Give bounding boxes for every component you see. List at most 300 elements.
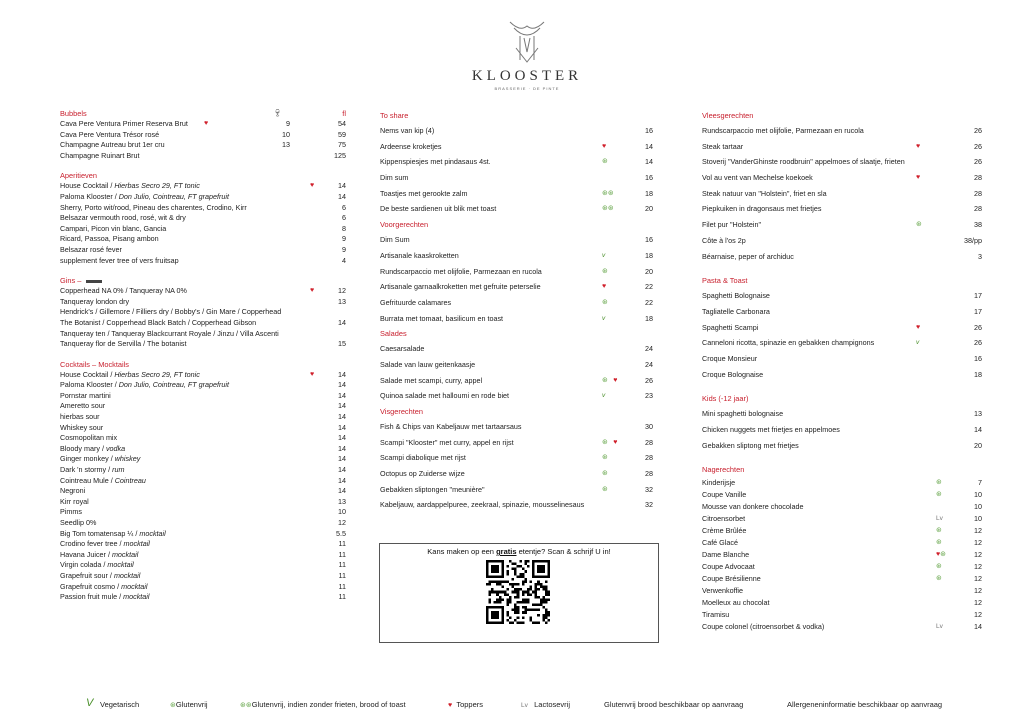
gluten-free-icon: ⊛ [602,438,608,446]
menu-item-name: Champagne Autreau brut 1er cru [60,140,165,150]
menu-item-name: hierbas sour [60,412,100,422]
menu-item [380,388,653,404]
menu-item-name: Kirr royal [60,496,89,506]
heart-icon: ♥ [613,376,618,384]
menu-item-price: 38 [974,220,982,230]
menu-item-name: Nems van kip (4) [380,126,435,135]
menu-item-name: Bloody mary / vodka [60,443,126,453]
menu-item-price: 14 [338,369,346,379]
menu-item-price: 18 [645,188,653,198]
menu-item [60,140,346,151]
menu-item [60,297,346,308]
menu-item-price: 16 [974,353,982,363]
menu-item [380,154,653,170]
brand-name: KLOOSTER [471,68,583,84]
legend-toppers: ♥ Toppers [448,700,484,709]
menu-item [702,170,982,186]
menu-item-price: 14 [338,380,346,390]
menu-item [60,329,346,340]
section-bubbels: Bubbels 🍷︎ fl [60,109,346,118]
menu-item [380,466,653,482]
menu-item [702,438,982,454]
heart-icon: ♥ [602,283,607,291]
gluten-free-icon: ⊛ [602,376,608,384]
monastery-logo-icon [504,18,550,66]
menu-item [60,560,346,571]
menu-item [702,233,982,249]
menu-item-name: Quinoa salade met halloumi en rode biet [380,391,510,401]
menu-item-name: Citroensorbet [702,514,746,524]
menu-item-price: 12 [974,610,982,620]
menu-item-name: Filet pur "Holstein" [702,220,762,230]
menu-item [702,201,982,217]
menu-item [380,295,653,311]
gluten-free-icon: ⊛ [602,298,608,306]
menu-item [380,435,653,451]
menu-item-price: 26 [974,126,982,135]
heart-icon: ♥ [916,174,921,182]
menu-item [702,525,982,537]
menu-item-price: 14 [338,486,346,496]
menu-item-name: Steak tartaar [702,141,744,151]
menu-item-price: 14 [338,433,346,443]
legend-glutenvrij-conditional: ⊛⊛Glutenvrij, indien zonder frieten, brood of toast [240,700,406,709]
gluten-free-icon: ⊛ [936,539,942,547]
menu-item-name: Hendrick's / Gillemore / Filliers dry / Bobby's / Gin Mare / Copperhead [60,307,282,317]
menu-item-name: Tanqueray ten / Tanqueray Blackcurrant Royale / Jinzu / Villa Ascenti [60,328,279,338]
menu-item [60,318,346,329]
menu-item [702,406,982,422]
section-pasta: Pasta & Toast [702,276,748,286]
menu-item-price: 5.5 [336,528,346,538]
menu-item-price: 16 [645,173,653,183]
vegetarian-icon: v [602,392,606,400]
menu-item [60,582,346,593]
menu-item [60,465,346,476]
menu-item-price: 26 [974,141,982,151]
menu-item [60,370,346,381]
menu-item [380,450,653,466]
menu-item-name: Caesarsalade [380,344,425,354]
menu-item-price: 12 [338,518,346,527]
menu-item-price: 14 [645,141,653,151]
menu-item [380,357,653,373]
menu-item [60,192,346,203]
heart-icon: ♥ [916,142,921,150]
menu-item [60,550,346,561]
menu-item-name: Coupe Brésilienne [702,574,761,584]
menu-item-name: Croque Bolognaise [702,369,764,379]
menu-item-name: Ameretto sour [60,401,106,411]
menu-item [702,597,982,609]
section-aperitieven: Aperitieven [60,171,97,181]
menu-item-name: Rundscarpaccio met olijfolie, Parmezaan en rucola [380,266,542,276]
menu-item-name: Steak natuur van "Holstein", friet en sla [702,188,827,198]
vegetarian-icon: V [86,697,94,709]
menu-item-name: Negroni [60,486,86,496]
menu-item [702,489,982,501]
menu-item-name: Burrata met tomaat, basilicum en toast [380,313,504,323]
menu-item-price: 26 [974,322,982,332]
section-kids: Kids (-12 jaar) [702,394,749,404]
menu-item-price: 11 [338,570,346,580]
menu-item-name: Moelleux au chocolat [702,598,770,608]
menu-item-price: 14 [974,425,982,434]
menu-item-name: Pornstar martini [60,390,111,400]
menu-item [380,264,653,280]
menu-item [60,391,346,402]
menu-item-name: Cava Pere Ventura Trésor rosé [60,129,160,139]
section-nagerechten: Nagerechten [702,465,745,475]
menu-item-name: Paloma Klooster / Don Julio, Cointreau, FT grapefruit [60,191,229,201]
section-visgerechten: Visgerechten [380,407,424,416]
menu-item [702,367,982,383]
menu-item-price: 12 [974,586,982,596]
menu-item-name: Sherry, Porto wit/rood, Pineau des charentes, Crodino, Kirr [60,202,247,212]
menu-item-price: 12 [338,286,346,296]
heart-icon: ♥ [204,120,209,127]
menu-item-name: Cointreau Mule / Cointreau [60,475,146,485]
menu-item-name: Seedlip 0% [60,518,97,527]
legend-bar [0,697,1024,716]
menu-item-price: 10 [974,490,982,500]
menu-item [60,380,346,391]
menu-item-price: 30 [645,422,653,431]
vegetarian-icon: v [602,251,606,259]
menu-item-name: Havana Juicer / mocktail [60,549,139,559]
section-gins: Gins – [60,275,346,286]
menu-item [60,518,346,529]
heart-icon: ♥ [310,182,315,190]
menu-item-name: Tanqueray flor de Servilla / The botanist [60,339,187,349]
menu-item-price: 14 [338,181,346,191]
menu-item-price: 22 [645,282,653,292]
menu-item-price: 20 [645,204,653,214]
menu-item-price: 3 [978,251,982,261]
menu-item-price: 14 [338,401,346,411]
lactose-free-icon: Lv [936,623,943,631]
menu-item-price: 11 [338,549,346,559]
menu-item-price: 18 [645,313,653,323]
menu-item-name: Grapefruit sour / mocktail [60,570,141,580]
menu-item [60,234,346,245]
menu-item-price: 59 [338,129,346,139]
tanqueray-logo-icon [86,280,102,283]
menu-item-name: Belsazar rosé fever [60,244,122,254]
menu-item [702,154,982,170]
menu-item [60,213,346,224]
heart-icon: ♥ [613,438,618,446]
menu-item-price: 13 [338,296,346,306]
menu-item [702,304,982,320]
gluten-free-icon: ⊛ [602,158,608,166]
menu-item-price: 23 [645,391,653,401]
menu-item-name: Kippenspiesjes met pindasaus 4st. [380,157,491,167]
menu-item-name: Artisanale garnaalkroketten met gefruite peterselie [380,282,541,292]
menu-item-price: 16 [645,235,653,245]
menu-item-price: 14 [338,390,346,400]
menu-item-name: Champagne Ruinart Brut [60,150,140,160]
menu-item-price: 20 [645,266,653,276]
section-salades: Salades [380,329,407,339]
menu-item-price: 12 [974,526,982,536]
menu-item-price: 12 [974,538,982,548]
menu-item-price: 28 [645,437,653,447]
menu-item [702,561,982,573]
menu-item-price: 12 [974,598,982,608]
heart-icon: ♥ [916,323,921,331]
menu-item-name: Dame Blanche [702,550,750,560]
menu-item-price: 17 [974,306,982,316]
menu-item-name: Croque Monsieur [702,353,758,363]
menu-item-name: Spaghetti Bolognaise [702,291,770,301]
menu-item-price: 28 [974,188,982,198]
heart-icon: ♥ [448,702,453,709]
menu-item [702,422,982,438]
menu-item [60,203,346,214]
menu-item-price: 6 [342,213,346,223]
menu-item-name: Whiskey sour [60,422,104,432]
menu-item-name: Pimms [60,507,82,517]
menu-item-price: 12 [974,574,982,584]
vegetarian-icon: v [602,314,606,322]
menu-item-name: Béarnaise, peper of archiduc [702,251,794,261]
menu-item [702,537,982,549]
gluten-free-icon: ⊛ [170,702,176,709]
menu-item [380,341,653,357]
menu-item [380,311,653,327]
menu-item-price: 32 [645,500,653,510]
menu-item-price: 11 [338,581,346,591]
menu-item-name: Coupe Vanille [702,490,747,500]
menu-item-price: 125 [334,150,346,160]
menu-item-price: 14 [338,475,346,485]
menu-item-price: 28 [974,173,982,183]
menu-item-name: Crodino fever tree / mocktail [60,539,150,549]
menu-item-name: Dark 'n stormy / rum [60,465,125,475]
menu-item-name: Chicken nuggets met frietjes en appelmoes [702,425,840,434]
menu-item-name: Dim Sum [380,235,410,245]
menu-item [702,139,982,155]
menu-item-name: Big Tom tomatensap ¼ / mocktail [60,528,166,538]
legend-gluten-brood: Glutenvrij brood beschikbaar op aanvraag [604,700,744,709]
menu-item-name: House Cocktail / Hierbas Secro 29, FT tonic [60,181,200,191]
menu-item-name: Coupe Advocaat [702,562,755,572]
menu-item [702,501,982,513]
menu-item [60,433,346,444]
menu-item [60,507,346,518]
menu-item-name: Vol au vent van Mechelse koekoek [702,173,813,183]
heart-icon: ♥ [310,370,315,378]
menu-item-name: Café Glacé [702,538,738,548]
menu-item [60,592,346,603]
gluten-free-icon: ⊛ [936,563,942,571]
menu-item [60,497,346,508]
menu-item [60,339,346,350]
menu-item-price: 6 [342,202,346,212]
menu-item [702,585,982,597]
menu-item-price: 24 [645,359,653,369]
menu-item [60,151,346,162]
gluten-free-icon: ⊛ [936,491,942,499]
menu-item-price: 20 [974,440,982,450]
menu-item-name: House Cocktail / Hierbas Secro 29, FT tonic [60,369,200,379]
menu-item-name: Gebakken sliptongen "meunière" [380,484,485,494]
section-voorgerechten: Voorgerechten [380,220,429,230]
menu-item-name: Tagliatelle Carbonara [702,306,770,316]
menu-item [380,482,653,498]
menu-item-name: Piepkuiken in dragonsaus met frietjes [702,204,822,214]
menu-item-price: 9 [342,244,346,254]
menu-item-name: Campari, Picon vin blanc, Gancia [60,223,167,233]
gluten-free-double-icon: ⊛⊛ [240,702,252,709]
menu-item-name: Tiramisu [702,610,730,620]
menu-item [702,186,982,202]
menu-item-name: Kinderijsje [702,478,736,488]
menu-item [60,307,346,318]
menu-item-name: Verwenkoffie [702,586,744,596]
menu-item-price: 16 [645,126,653,135]
menu-item-name: The Botanist / Copperhead Black Batch / Copperhead Gibson [60,317,257,327]
menu-item [380,279,653,295]
menu-item-name: De beste sardienen uit blik met toast [380,204,497,214]
heart-icon: ♥ [310,287,315,295]
menu-item-name: Belsazar vermouth rood, rosé, wit & dry [60,213,186,223]
menu-item [380,248,653,264]
menu-item [702,335,982,351]
menu-item [60,571,346,582]
menu-item-name: Copperhead NA 0% / Tanqueray NA 0% [60,286,187,296]
gluten-free-icon: ⊛ [936,479,942,487]
menu-item-name: Cava Pere Ventura Primer Reserva Brut [60,119,188,128]
menu-item-price: 14 [974,622,982,632]
menu-item-price: 75 [338,140,346,150]
vegetarian-icon: v [916,339,920,347]
menu-item-name: Crème Brûlée [702,526,747,536]
menu-item-price: 26 [645,375,653,385]
gluten-free-icon: ⊛ [916,221,922,229]
brand-tagline: BRASSERIE · DE PINTE [494,86,560,91]
menu-item [702,609,982,621]
menu-item-price: 11 [338,539,346,549]
legend-glutenvrij: ⊛Glutenvrij [170,700,208,709]
menu-item [702,288,982,304]
menu-item [60,224,346,235]
menu-item-name: Gebakken sliptong met frietjes [702,440,799,450]
menu-item-price: 9 [342,234,346,244]
menu-item-price: 54 [338,119,346,128]
gluten-free-icon: ⊛ [602,267,608,275]
menu-item-price: 4 [342,255,346,265]
menu-item-price: 7 [978,478,982,488]
menu-item [380,186,653,202]
food-column-2 [702,108,982,633]
drinks-column [60,108,346,603]
qr-promo-box [379,543,659,643]
menu-item [60,454,346,465]
gluten-free-icon: ⊛ [602,470,608,478]
glass-price: 13 [282,140,290,150]
menu-item-name: Fish & Chips van Kabeljauw met tartaarsaus [380,422,522,431]
menu-item-name: Ginger monkey / whiskey [60,454,141,464]
menu-item-price: 17 [974,291,982,301]
glass-price: 10 [282,129,290,139]
menu-item-price: 22 [645,297,653,307]
menu-item [380,139,653,155]
menu-item [60,444,346,455]
menu-item-name: Octopus op Zuiderse wijze [380,469,465,479]
menu-item-name: Canneloni ricotta, spinazie en gebakken champignons [702,338,875,348]
menu-item [60,476,346,487]
menu-item-price: 8 [342,223,346,233]
menu-item-price: 14 [338,422,346,432]
gluten-free-icon: ⊛ [936,575,942,583]
menu-item [60,412,346,423]
menu-item-price: 18 [645,250,653,260]
menu-item [702,573,982,585]
legend-lactosevrij: Lv Lactosevrij [521,700,570,709]
menu-item-name: Rundscarpaccio met olijfolie, Parmezaan en rucola [702,126,864,135]
menu-item-name: Côte à l'os 2p [702,235,746,245]
menu-item-name: Artisanale kaaskroketten [380,250,459,260]
menu-item [702,477,982,489]
menu-item [60,130,346,141]
menu-item [60,286,346,297]
brand-logo [462,18,592,91]
menu-item-price: 14 [338,465,346,475]
menu-item-price: 12 [974,550,982,560]
qr-code-icon[interactable] [486,560,550,624]
menu-item [380,232,653,248]
menu-item [702,621,982,633]
menu-item [380,419,653,435]
menu-item [60,245,346,256]
menu-item-price: 24 [645,344,653,354]
menu-item [60,401,346,412]
gluten-free-icon: ⊛ [936,527,942,535]
menu-item [60,119,346,130]
menu-item [60,529,346,540]
section-to-share: To share [380,111,409,120]
menu-item-name: supplement fever tree of vers fruitsap [60,255,179,265]
menu-item [380,497,653,513]
menu-item-name: Tanqueray london dry [60,296,130,306]
menu-item-name: Salade met scampi, curry, appel [380,375,483,385]
food-column-1 [380,108,653,513]
menu-item-price: 11 [338,560,346,570]
menu-item [60,256,346,267]
menu-item [380,123,653,139]
qr-promo-text: Kans maken op een gratis etentje? Scan & schrijf U in! [427,547,611,556]
menu-item-price: 14 [338,443,346,453]
legend-vegetarisch: Vegetarisch [100,700,140,709]
menu-item [702,351,982,367]
menu-item-price: 11 [338,592,346,602]
menu-item-name: Paloma Klooster / Don Julio, Cointreau, FT grapefruit [60,380,229,390]
heart-icon: ♥ [602,142,607,150]
menu-item-name: Scampi diabolique met rijst [380,453,466,463]
menu-item [380,373,653,389]
menu-item [60,423,346,434]
menu-item-name: Ardeense kroketjes [380,141,442,151]
wine-glass-icon: 🍷︎ [273,110,282,117]
menu-item [60,181,346,192]
menu-item [702,249,982,265]
menu-item [702,549,982,561]
gluten-free-double-icon: ⊛⊛ [602,189,614,197]
menu-item-name: Virgin colada / mocktail [60,560,134,570]
glass-price: 9 [286,119,290,128]
